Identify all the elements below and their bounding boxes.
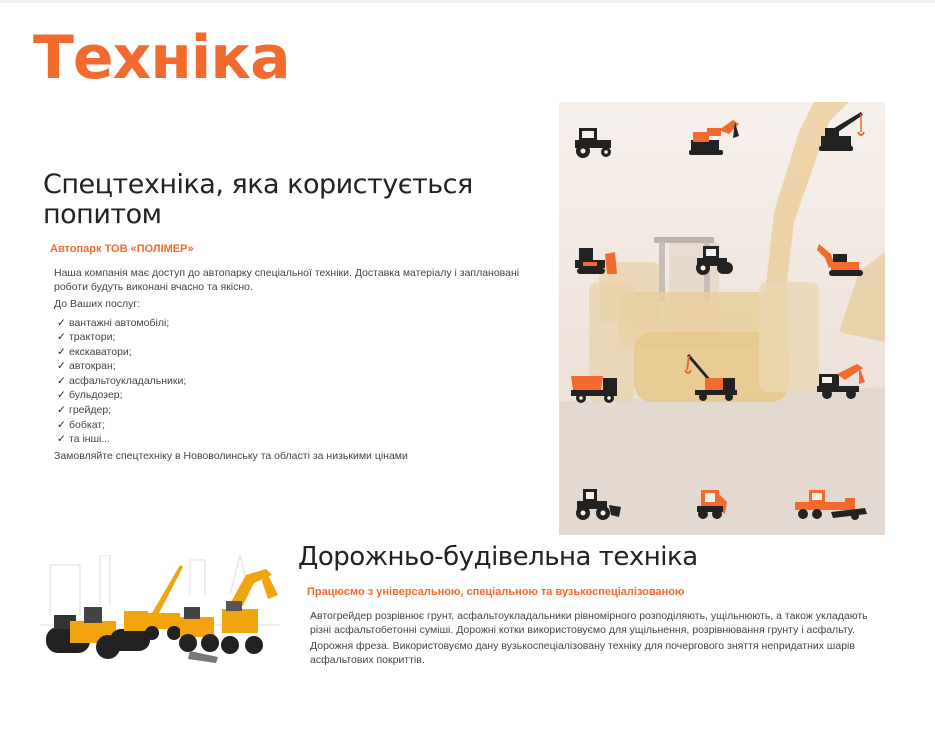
check-icon: ✓	[57, 433, 66, 446]
services-label: До Ваших послуг:	[54, 298, 141, 310]
service-item	[57, 432, 534, 447]
service-label: автокран;	[69, 360, 116, 373]
service-label: трактори;	[69, 331, 116, 344]
service-item	[57, 345, 534, 360]
service-item	[57, 374, 534, 389]
road-paragraph-2: Дорожня фреза. Використовуємо дану вузькоспеціалізовану техніку для почергового зняття непридатних шарів асфальтових покриттів.	[310, 640, 855, 666]
fleet-subheading: Автопарк ТОВ «ПОЛІМЕР»	[50, 243, 194, 255]
check-icon: ✓	[57, 418, 66, 431]
service-item	[57, 316, 534, 331]
check-icon: ✓	[57, 316, 66, 329]
services-list	[54, 316, 534, 447]
service-label: асфальтоукладальники;	[69, 374, 187, 387]
service-item	[57, 359, 534, 374]
page-title: Техніка	[33, 23, 290, 93]
service-label: бобкат;	[69, 418, 106, 431]
check-icon: ✓	[57, 331, 66, 344]
road-subheading: Працюємо з універсальною, спеціальною та вузькоспеціалізованою	[307, 586, 685, 598]
service-label: грейдер;	[69, 404, 112, 417]
machinery-icons-photo	[559, 102, 885, 535]
intro-text: Наша компанія має доступ до автопарку спеціальної техніки. Доставка матеріалу і заплановані роботи будуть виконані вчасно та якісно.	[54, 267, 520, 293]
check-icon: ✓	[57, 345, 66, 358]
road-equipment-heading: Дорожньо-будівельна техніка	[298, 542, 698, 572]
service-item	[57, 403, 534, 418]
special-equipment-heading: Спецтехніка, яка користується попитом	[43, 169, 473, 230]
service-label: бульдозер;	[69, 389, 123, 402]
top-border	[0, 0, 935, 3]
road-machinery-photo	[40, 555, 280, 667]
road-equipment-text	[310, 610, 875, 670]
outro-text: Замовляйте спецтехніку в Нововолинську та області за низькими цінами	[54, 449, 408, 462]
check-icon: ✓	[57, 404, 66, 417]
service-label: вантажні автомобілі;	[69, 316, 170, 329]
service-label: та інші...	[69, 433, 111, 446]
check-icon: ✓	[57, 389, 66, 402]
service-item	[57, 388, 534, 403]
road-paragraph-1: Автогрейдер розрівнює грунт, асфальтоукладальники рівномірного розподіляють, ущільнюють, а також укладають різні асфальтобетонні суміші. Дорожні котки використовуємо для ущільнення, розрівнювання грунту і асфальту.	[310, 610, 868, 636]
check-icon: ✓	[57, 360, 66, 373]
service-item	[57, 418, 534, 433]
check-icon: ✓	[57, 374, 66, 387]
special-equipment-text	[54, 267, 534, 467]
service-item	[57, 330, 534, 345]
service-label: екскаватори;	[69, 345, 132, 358]
